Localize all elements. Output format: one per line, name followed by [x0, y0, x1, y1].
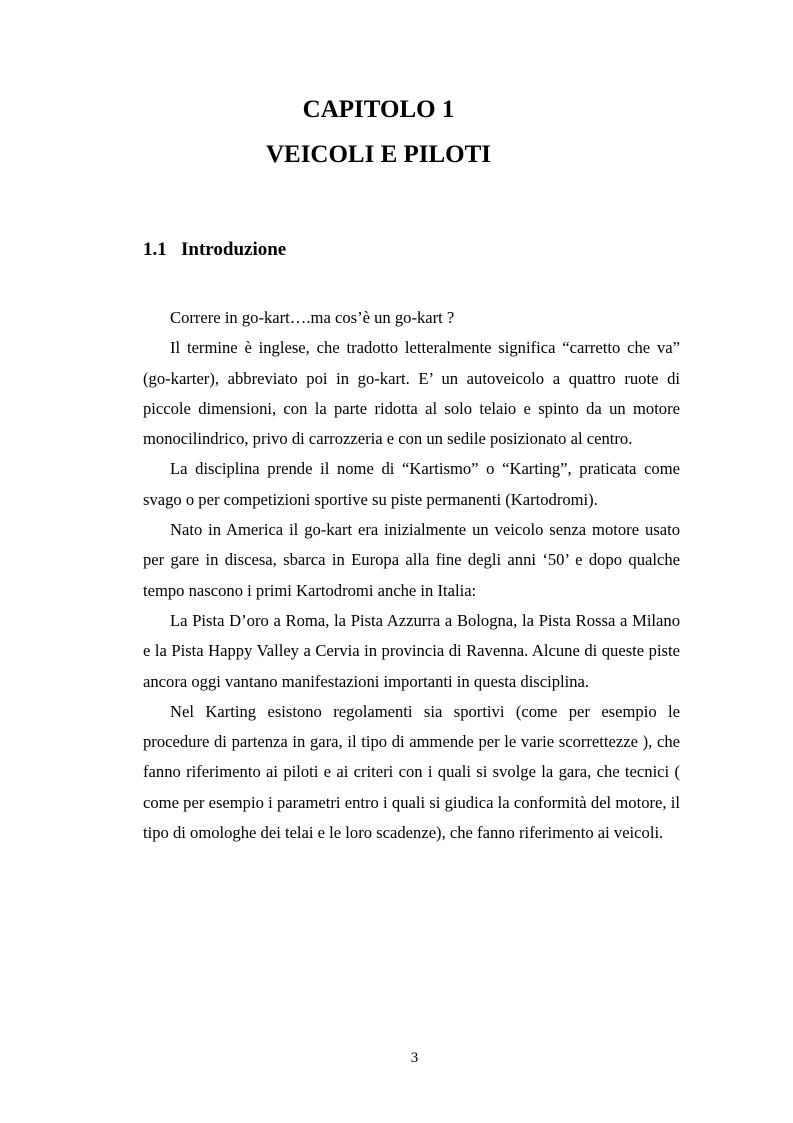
chapter-number: CAPITOLO 1 — [302, 96, 455, 123]
paragraph: Correre in go-kart….ma cos’è un go-kart ? — [170, 308, 455, 327]
paragraph: Il termine è inglese, che tradotto letteralmente significa “carretto che va” (go-karter), abbreviato poi in go-kart. E’ un autoveicolo a quattro ruote di piccole dimensioni, con la parte ridotta al solo telaio e spinto da un motore monocilindrico, privo di carrozzeria e con un sedile posizionato al centro. — [143, 338, 680, 449]
page-number: 3 — [410, 1050, 419, 1066]
section-title: Introduzione — [181, 239, 287, 260]
section-number: 1.1 — [143, 239, 167, 260]
paragraph: La Pista D’oro a Roma, la Pista Azzurra a Bologna, la Pista Rossa a Milano e la Pista Happy Valley a Cervia in provincia di Ravenna. Alcune di queste piste ancora oggi vantano manifestazioni importanti in questa disciplina. — [143, 610, 680, 691]
paragraph: Nato in America il go-kart era inizialmente un veicolo senza motore usato per gare in discesa, sbarca in Europa alla fine degli anni ‘50’ e dopo qualche tempo nascono i primi Kartodromi anche in Italia: — [143, 520, 680, 600]
body-text — [143, 303, 680, 848]
paragraph: Nel Karting esistono regolamenti sia sportivi (come per esempio le procedure di partenza in gara, il tipo di ammende per le varie scorrettezze ), che fanno riferimento ai piloti e ai criteri con i quali si svolge la gara, che tecnici ( come per esempio i parametri entro i quali si giudica la conformità del motore, il tipo di omologhe dei telai e le loro scadenze), che fanno riferimento ai veicoli. — [143, 701, 680, 843]
chapter-title: VEICOLI E PILOTI — [265, 141, 492, 168]
section-heading — [143, 238, 286, 262]
paragraph: La disciplina prende il nome di “Kartismo” o “Karting”, praticata come svago o per competizioni sportive su piste permanenti (Kartodromi). — [143, 459, 680, 509]
